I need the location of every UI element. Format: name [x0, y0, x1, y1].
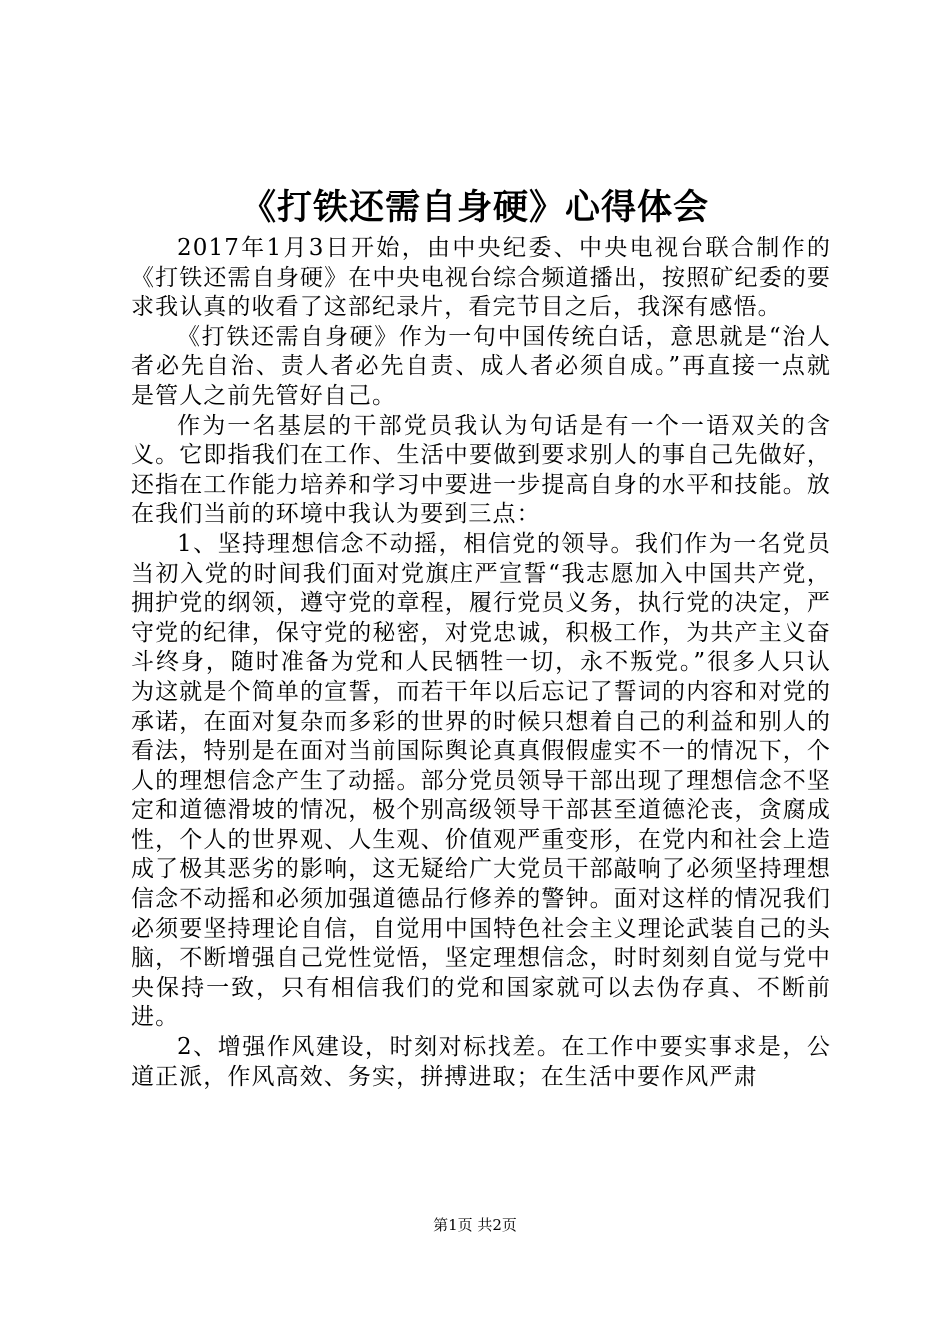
- paragraph-1: 2017年1月3日开始，由中央纪委、中央电视台联合制作的《打铁还需自身硬》在中央电视台综合频道播出，按照矿纪委的要求我认真的收看了这部纪录片，看完节目之后，我深有感悟。: [131, 235, 831, 321]
- paragraph-5: 2、增强作风建设，时刻对标找差。在工作中要实事求是，公道正派，作风高效、务实，拼搏进取；在生活中要作风严肃: [131, 1034, 831, 1090]
- page-footer: 第1页 共2页: [433, 1216, 517, 1234]
- paragraph-3: 作为一名基层的干部党员我认为句话是有一个一语双关的含义。它即指我们在工作、生活中要做到要求别人的事自己先做好，还指在工作能力培养和学习中要进一步提高自身的水平和技能。放在我们当前的环境中我认为要到三点：: [131, 412, 831, 528]
- document-body: [131, 234, 831, 1092]
- paragraph-4: 1、坚持理想信念不动摇，相信党的领导。我们作为一名党员当初入党的时间我们面对党旗庄严宣誓“我志愿加入中国共产党，拥护党的纲领，遵守党的章程，履行党员义务，执行党的决定，严守党的纪律，保守党的秘密，对党忠诚，积极工作，为共产主义奋斗终身，随时准备为党和人民牺牲一切，永不叛党。”很多人只认为这就是个简单的宣誓，而若干年以后忘记了誓词的内容和对党的承诺，在面对复杂而多彩的世界的时候只想着自己的利益和别人的看法，特别是在面对当前国际舆论真真假假虚实不一的情况下，个人的理想信念产生了动摇。部分党员领导干部出现了理想信念不坚定和道德滑坡的情况，极个别高级领导干部甚至道德沦丧，贪腐成性，个人的世界观、人生观、价值观严重变形，在党内和社会上造成了极其恶劣的影响，这无疑给广大党员干部敲响了必须坚持理想信念不动摇和必须加强道德品行修养的警钟。面对这样的情况我们必须要坚持理论自信，自觉用中国特色社会主义理论武装自己的头脑，不断增强自己党性觉悟，坚定理想信念，时时刻刻自觉与党中央保持一致，只有相信我们的党和国家就可以去伪存真、不断前进。: [131, 530, 831, 1031]
- document-title: 《打铁还需自身硬》心得体会: [240, 187, 709, 228]
- paragraph-2: 《打铁还需自身硬》作为一句中国传统白话，意思就是“治人者必先自治、责人者必先自责、成人者必须自成。”再直接一点就是管人之前先管好自己。: [131, 323, 831, 409]
